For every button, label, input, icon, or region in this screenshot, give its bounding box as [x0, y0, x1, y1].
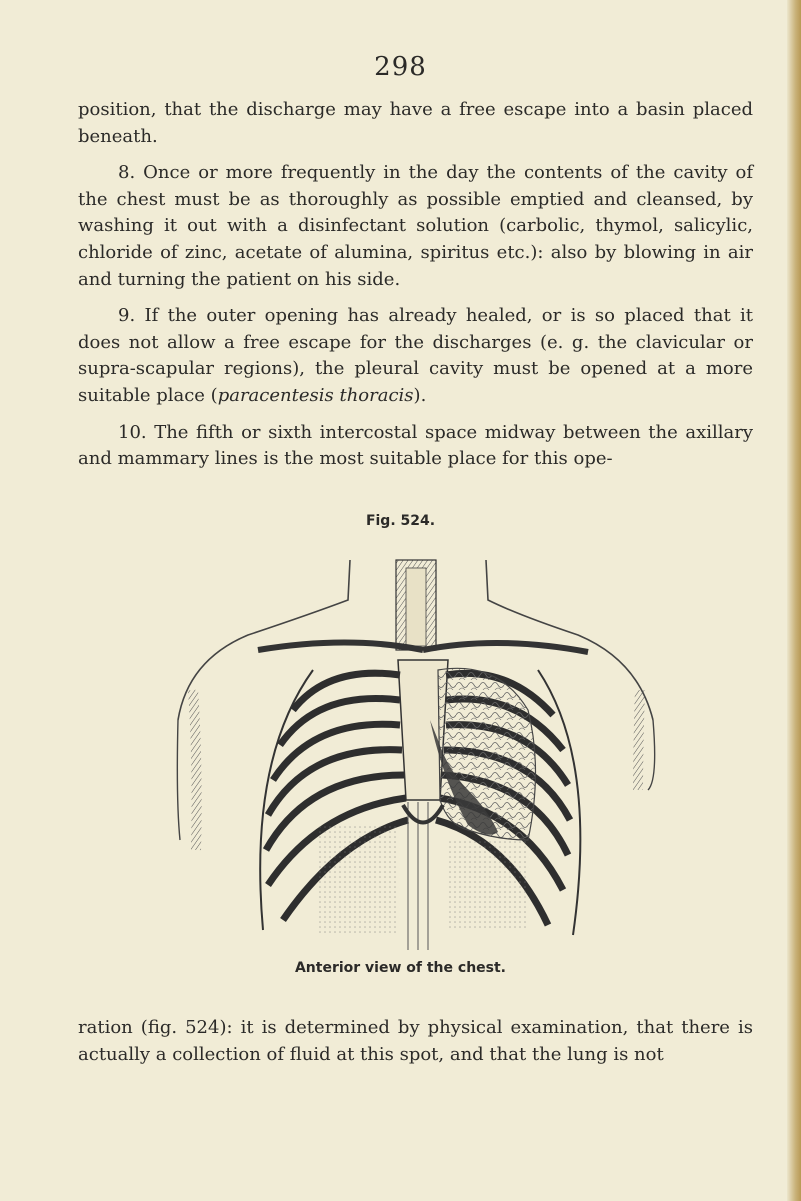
- chest-illustration: [168, 540, 663, 952]
- page-edge: [787, 0, 801, 1201]
- paragraph-item-9: [78, 303, 753, 409]
- item-9-end: ).: [413, 384, 427, 406]
- top-text-block: [78, 97, 753, 473]
- item-9-italic-term: paracentesis thoracis: [217, 384, 414, 406]
- page-number: 298: [374, 52, 427, 82]
- figure-label: Fig. 524.: [365, 513, 436, 529]
- paragraph-item-8: 8. Once or more frequently in the day the contents of the cavity of the chest must be as thoroughly as possible emptied and cleansed, by washing it out with a disinfectant solution (carbolic, thymol, salicylic, chloride of zinc, acetate of alumina, spiritus etc.): also by blowing in air and turning the patient on his side.: [78, 162, 753, 290]
- paragraph-item-10: 10. The fifth or sixth intercostal space midway between the axillary and mammary lines is the most suitable place for this ope-: [78, 421, 753, 470]
- item-9-text: 9. If the outer opening has already healed, or is so placed that it does not allow a free escape for the discharges (e. g. the clavicular or supra-scapular regions), the pleural cavity must be opened at a more suitable place (: [78, 305, 753, 406]
- paragraph-continuation: position, that the discharge may have a free escape into a basin placed beneath.: [78, 99, 753, 147]
- paragraph-continuation-bottom: ration (fig. 524): it is determined by physical examination, that there is actually a collection of fluid at this spot, and that the lung is not: [78, 1017, 753, 1065]
- bottom-text-block: [78, 1015, 753, 1068]
- figure-caption: Anterior view of the chest.: [294, 960, 507, 976]
